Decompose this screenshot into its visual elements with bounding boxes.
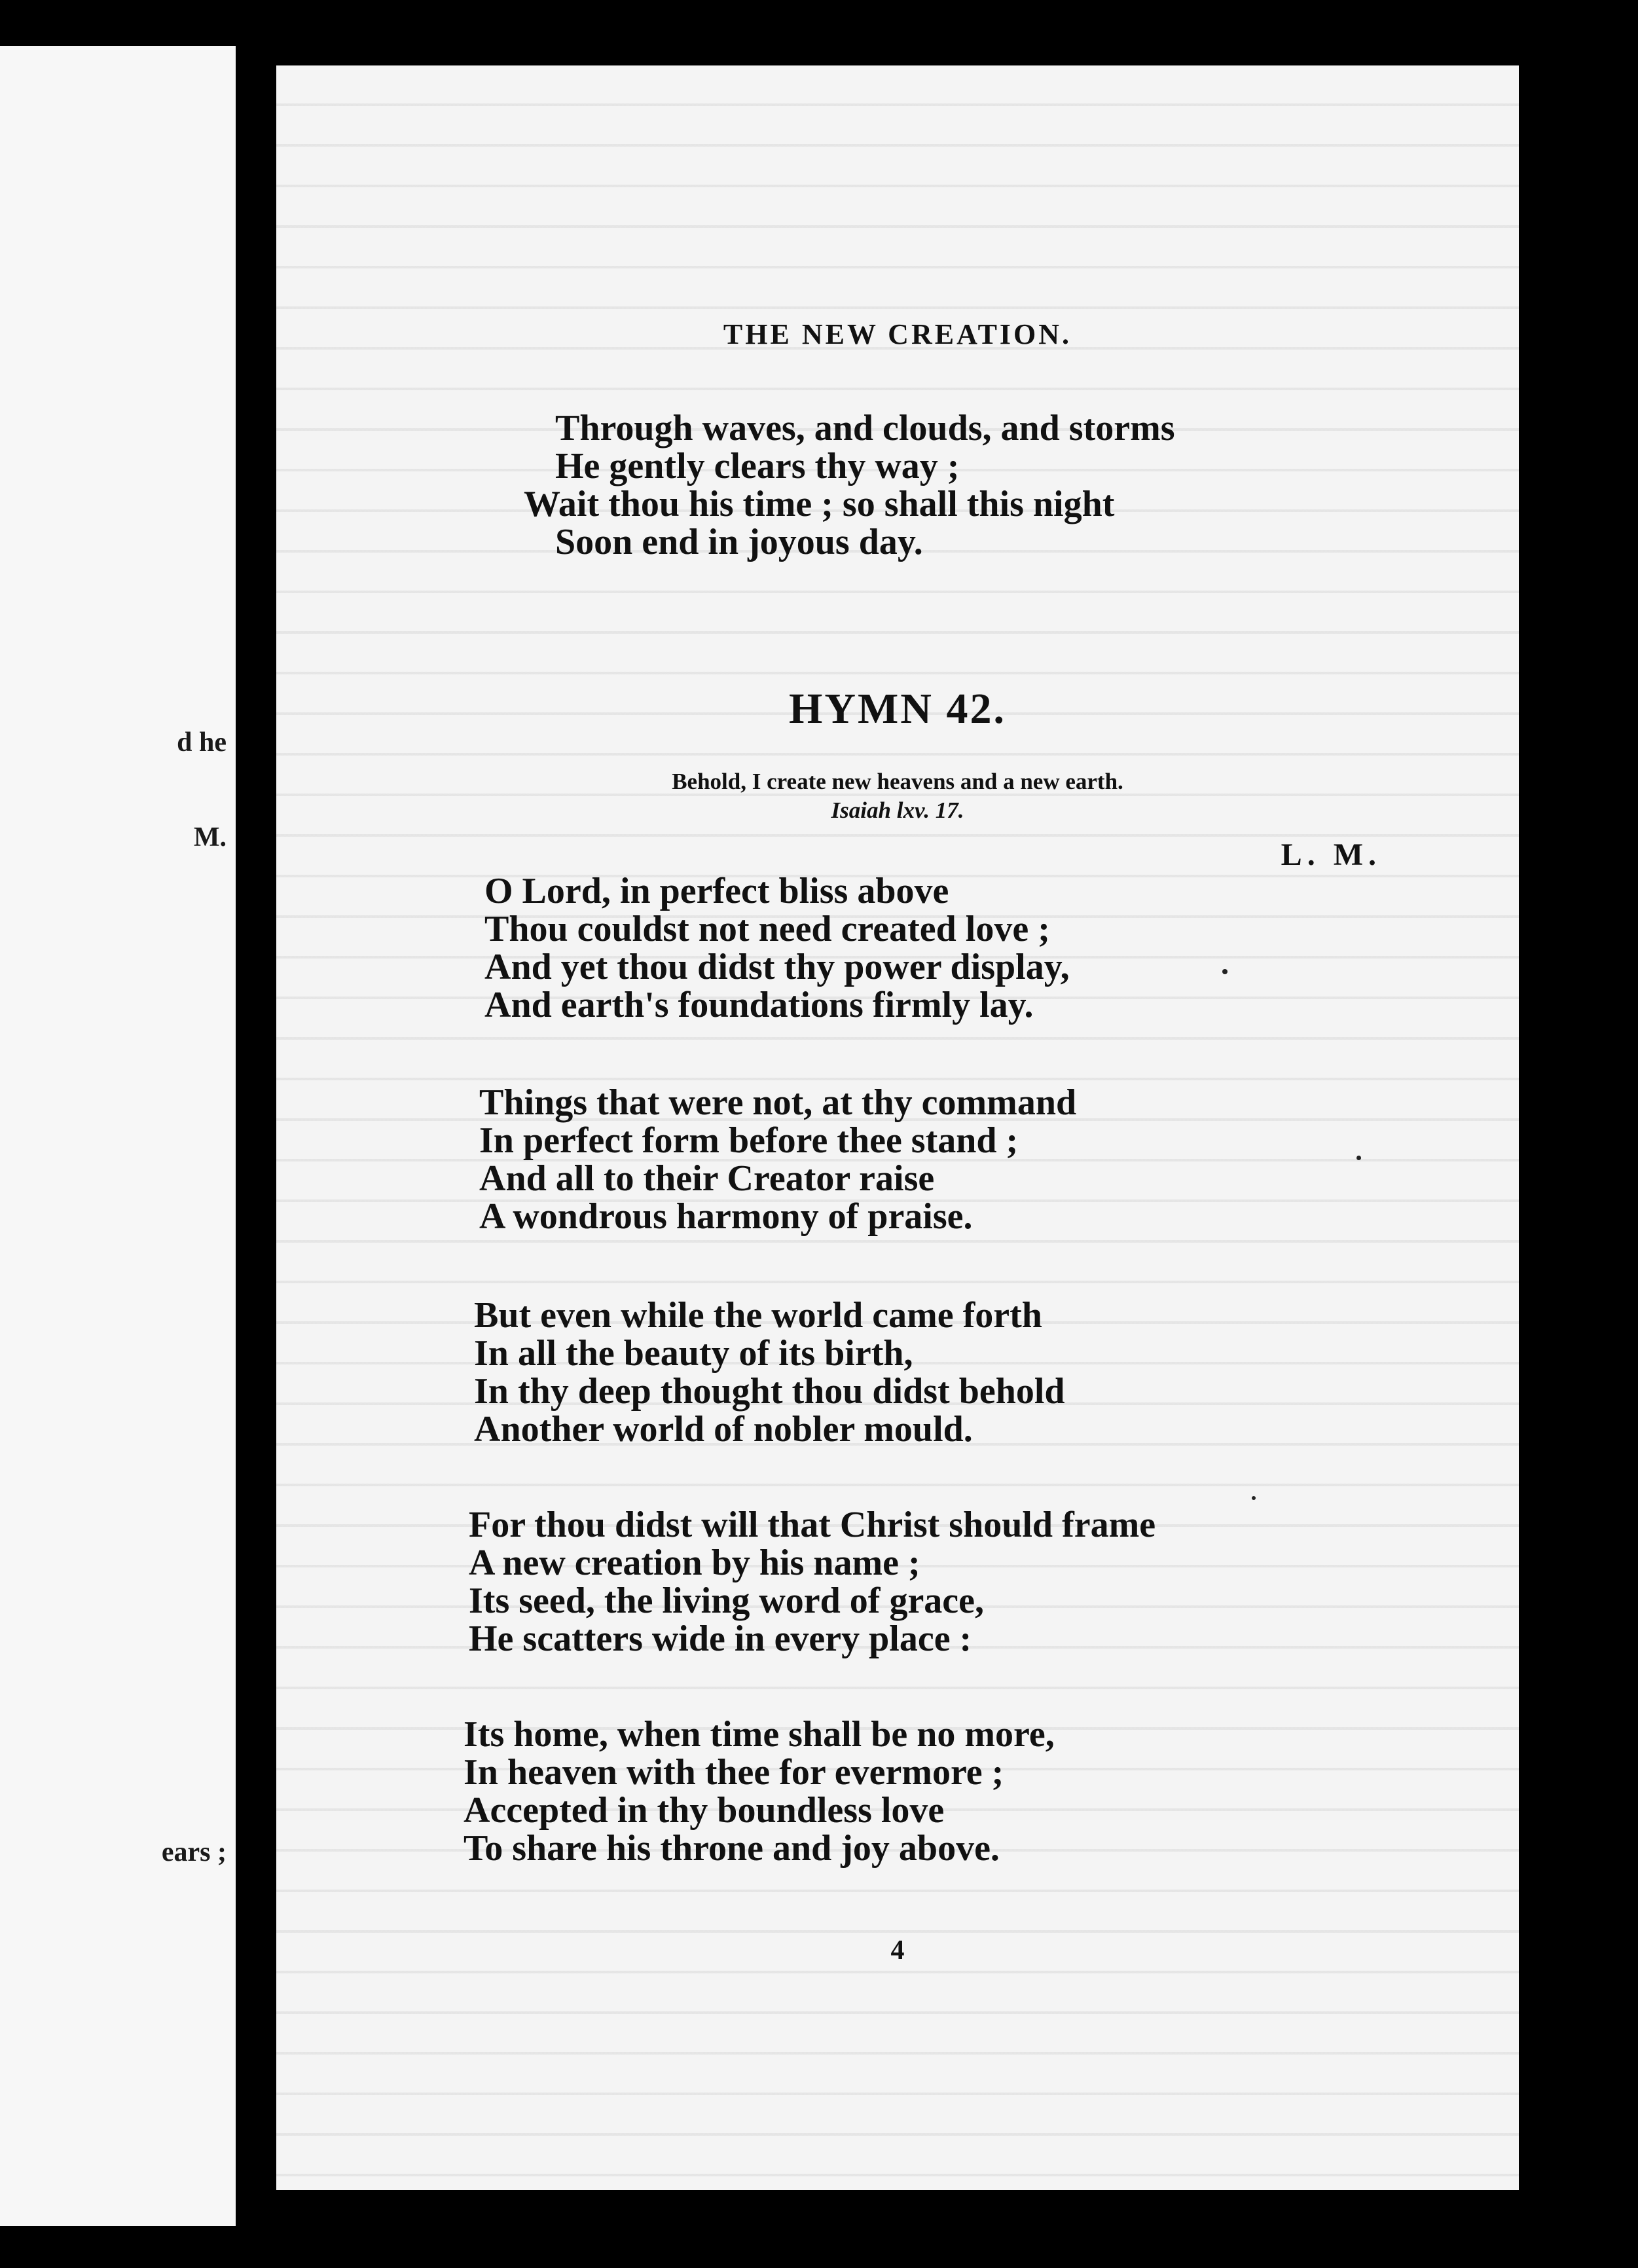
stanza-intro: [524, 409, 1175, 561]
epigraph-reference: Isaiah lxv. 17.: [831, 797, 964, 823]
stanza-3: [474, 1296, 1065, 1448]
verse-line: In heaven with thee for evermore ;: [464, 1752, 1004, 1793]
verse-line: He gently clears thy way ;: [555, 446, 960, 486]
meter-label: L. M.: [1281, 837, 1381, 872]
verse-line: Its home, when time shall be no more,: [464, 1714, 1055, 1755]
page-number: 4: [890, 1935, 905, 1966]
hymn-title: HYMN 42.: [789, 685, 1006, 733]
left-page-fragment: [0, 46, 236, 2226]
stanza-1: [484, 872, 1070, 1024]
verse-line: To share his throne and joy above.: [464, 1828, 1000, 1869]
stanza-2: [479, 1084, 1076, 1235]
verse-line: He scatters wide in every place :: [469, 1619, 972, 1659]
left-page-text-fragment: M.: [193, 822, 227, 852]
stanza-4: [469, 1506, 1156, 1658]
verse-line: A wondrous harmony of praise.: [479, 1196, 973, 1237]
verse-line: A new creation by his name ;: [469, 1543, 920, 1583]
verse-line: But even while the world came forth: [474, 1295, 1042, 1336]
verse-line: Wait thou his time ; so shall this night: [524, 484, 1115, 524]
verse-line: Accepted in thy boundless love: [464, 1790, 945, 1831]
verse-line: And yet thou didst thy power display,: [484, 947, 1070, 987]
book-page: [276, 65, 1519, 2190]
verse-line: Through waves, and clouds, and storms: [555, 408, 1175, 448]
verse-line: Thou couldst not need created love ;: [484, 909, 1050, 949]
verse-line: Its seed, the living word of grace,: [469, 1581, 985, 1621]
verse-line: In thy deep thought thou didst behold: [474, 1371, 1065, 1412]
left-page-text-fragment: d he: [177, 727, 227, 758]
verse-line: Things that were not, at thy command: [479, 1082, 1077, 1123]
epigraph-text: Behold, I create new heavens and a new earth.: [672, 769, 1123, 794]
stanza-5: [464, 1715, 1055, 1867]
verse-line: In all the beauty of its birth,: [474, 1333, 913, 1374]
running-head: THE NEW CREATION.: [723, 318, 1072, 350]
verse-line: And all to their Creator raise: [479, 1158, 935, 1199]
left-page-text-fragment: ears ;: [161, 1837, 227, 1867]
verse-line: For thou didst will that Christ should frame: [469, 1505, 1156, 1545]
verse-line: Soon end in joyous day.: [555, 522, 923, 562]
verse-line: O Lord, in perfect bliss above: [484, 871, 949, 911]
epigraph: [276, 767, 1519, 825]
verse-line: And earth's foundations firmly lay.: [484, 985, 1034, 1025]
verse-line: In perfect form before thee stand ;: [479, 1120, 1019, 1161]
verse-line: Another world of nobler mould.: [474, 1409, 973, 1450]
